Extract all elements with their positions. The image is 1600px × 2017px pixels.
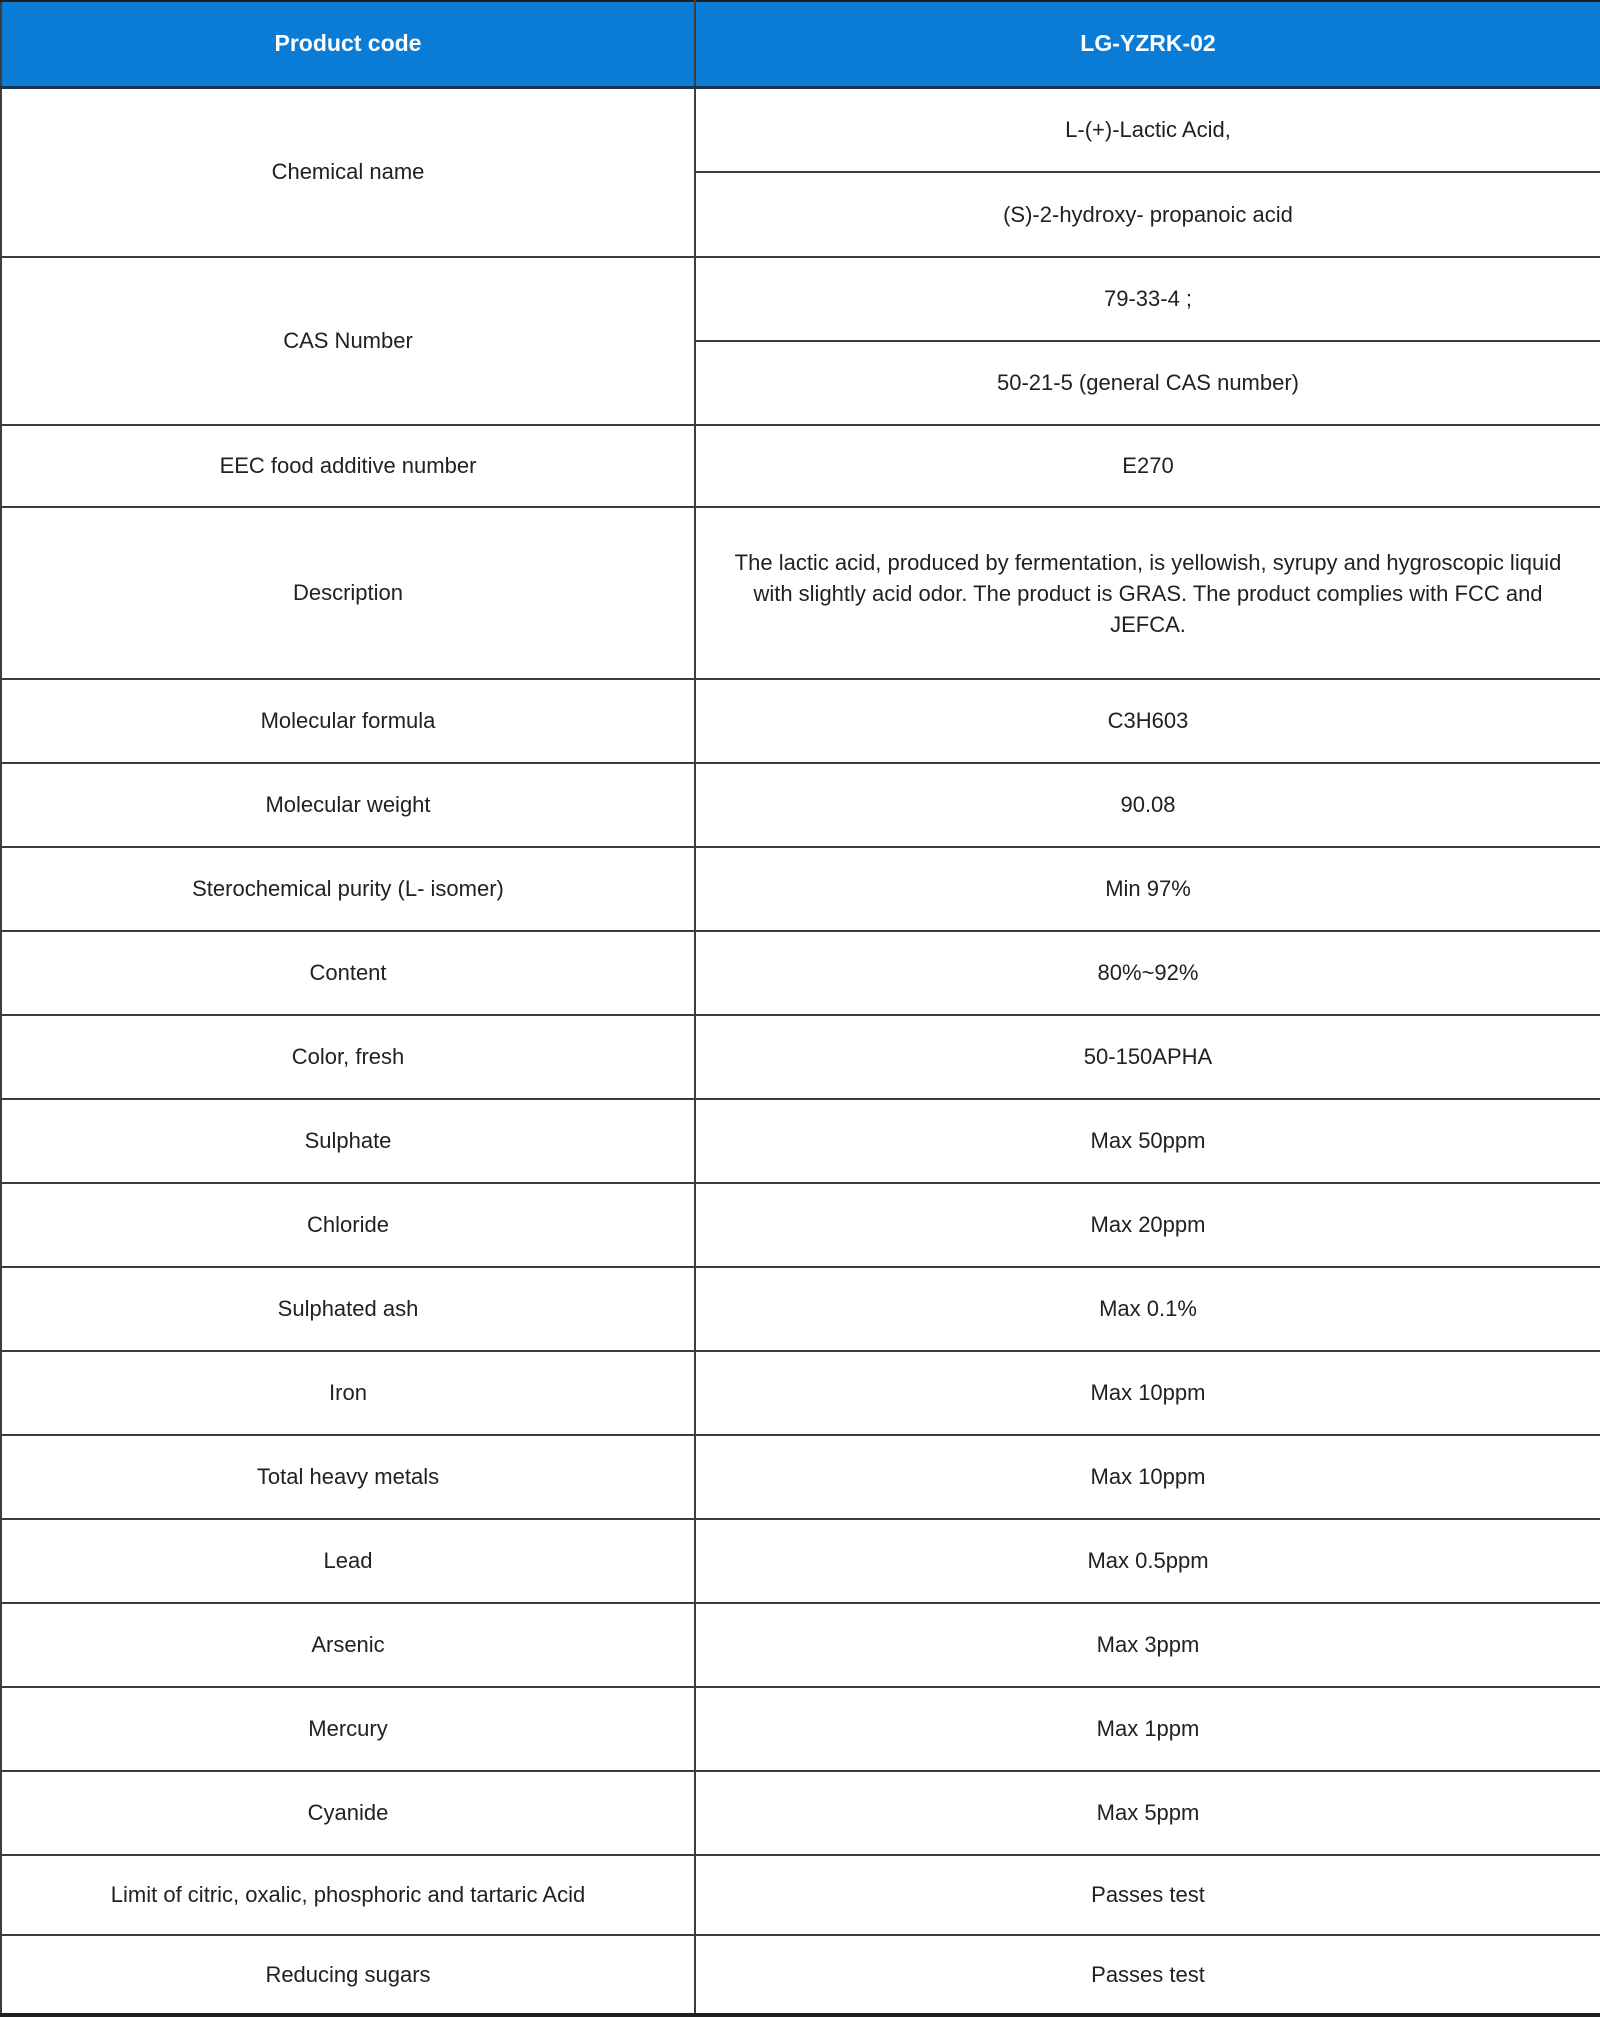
table-row-cyanide bbox=[1, 1771, 1600, 1855]
row-label-description: Description bbox=[1, 507, 695, 679]
row-value-molecular-weight: 90.08 bbox=[695, 763, 1600, 847]
row-label-total-heavy-metals: Total heavy metals bbox=[1, 1435, 695, 1519]
row-value-description: The lactic acid, produced by fermentation, is yellowish, syrupy and hygroscopic liquid with slightly acid odor. The product is GRAS. The product complies with FCC and JEFCA. bbox=[695, 507, 1600, 679]
row-value-molecular-formula: C3H603 bbox=[695, 679, 1600, 763]
row-value-sterochemical-purity: Min 97% bbox=[695, 847, 1600, 931]
table-row-reducing-sugars bbox=[1, 1935, 1600, 2015]
table-row-acid-limit bbox=[1, 1855, 1600, 1935]
row-value-chemical-name-2: (S)-2-hydroxy- propanoic acid bbox=[695, 172, 1600, 257]
table-row-sulphated-ash bbox=[1, 1267, 1600, 1351]
row-label-cas-number: CAS Number bbox=[1, 257, 695, 425]
row-label-sulphated-ash: Sulphated ash bbox=[1, 1267, 695, 1351]
row-value-lead: Max 0.5ppm bbox=[695, 1519, 1600, 1603]
header-row bbox=[1, 1, 1600, 87]
table-row-sulphate bbox=[1, 1099, 1600, 1183]
row-label-color-fresh: Color, fresh bbox=[1, 1015, 695, 1099]
table-row-total-heavy-metals bbox=[1, 1435, 1600, 1519]
row-label-chloride: Chloride bbox=[1, 1183, 695, 1267]
table-row-lead bbox=[1, 1519, 1600, 1603]
row-label-content: Content bbox=[1, 931, 695, 1015]
row-label-iron: Iron bbox=[1, 1351, 695, 1435]
row-value-chloride: Max 20ppm bbox=[695, 1183, 1600, 1267]
table-row-molecular-weight bbox=[1, 763, 1600, 847]
table-row-arsenic bbox=[1, 1603, 1600, 1687]
table-row-mercury bbox=[1, 1687, 1600, 1771]
row-value-total-heavy-metals: Max 10ppm bbox=[695, 1435, 1600, 1519]
row-value-content: 80%~92% bbox=[695, 931, 1600, 1015]
row-value-reducing-sugars: Passes test bbox=[695, 1935, 1600, 2015]
row-label-sterochemical-purity: Sterochemical purity (L- isomer) bbox=[1, 847, 695, 931]
row-label-eec-number: EEC food additive number bbox=[1, 425, 695, 507]
table-row-cas-number-1 bbox=[1, 257, 1600, 341]
row-label-reducing-sugars: Reducing sugars bbox=[1, 1935, 695, 2015]
table-row-molecular-formula bbox=[1, 679, 1600, 763]
table-row-sterochemical-purity bbox=[1, 847, 1600, 931]
table-row-chemical-name-1 bbox=[1, 87, 1600, 172]
row-label-cyanide: Cyanide bbox=[1, 1771, 695, 1855]
table-row-iron bbox=[1, 1351, 1600, 1435]
table-row-chloride bbox=[1, 1183, 1600, 1267]
row-label-acid-limit: Limit of citric, oxalic, phosphoric and tartaric Acid bbox=[1, 1855, 695, 1935]
row-value-chemical-name-1: L-(+)-Lactic Acid, bbox=[695, 87, 1600, 172]
row-value-cas-number-1: 79-33-4 ; bbox=[695, 257, 1600, 341]
row-value-eec-number: E270 bbox=[695, 425, 1600, 507]
row-value-mercury: Max 1ppm bbox=[695, 1687, 1600, 1771]
row-label-mercury: Mercury bbox=[1, 1687, 695, 1771]
row-value-arsenic: Max 3ppm bbox=[695, 1603, 1600, 1687]
header-cell-product-code: Product code bbox=[1, 1, 695, 87]
table-row-content bbox=[1, 931, 1600, 1015]
row-value-sulphate: Max 50ppm bbox=[695, 1099, 1600, 1183]
row-value-sulphated-ash: Max 0.1% bbox=[695, 1267, 1600, 1351]
row-label-sulphate: Sulphate bbox=[1, 1099, 695, 1183]
table-row-description bbox=[1, 507, 1600, 679]
row-value-cyanide: Max 5ppm bbox=[695, 1771, 1600, 1855]
row-value-cas-number-2: 50-21-5 (general CAS number) bbox=[695, 341, 1600, 425]
row-label-molecular-weight: Molecular weight bbox=[1, 763, 695, 847]
table-row-color-fresh bbox=[1, 1015, 1600, 1099]
row-label-arsenic: Arsenic bbox=[1, 1603, 695, 1687]
table-row-eec-number bbox=[1, 425, 1600, 507]
row-value-color-fresh: 50-150APHA bbox=[695, 1015, 1600, 1099]
row-label-lead: Lead bbox=[1, 1519, 695, 1603]
row-value-acid-limit: Passes test bbox=[695, 1855, 1600, 1935]
row-value-iron: Max 10ppm bbox=[695, 1351, 1600, 1435]
row-label-chemical-name: Chemical name bbox=[1, 87, 695, 257]
row-label-molecular-formula: Molecular formula bbox=[1, 679, 695, 763]
header-cell-product-code-value: LG-YZRK-02 bbox=[695, 1, 1600, 87]
